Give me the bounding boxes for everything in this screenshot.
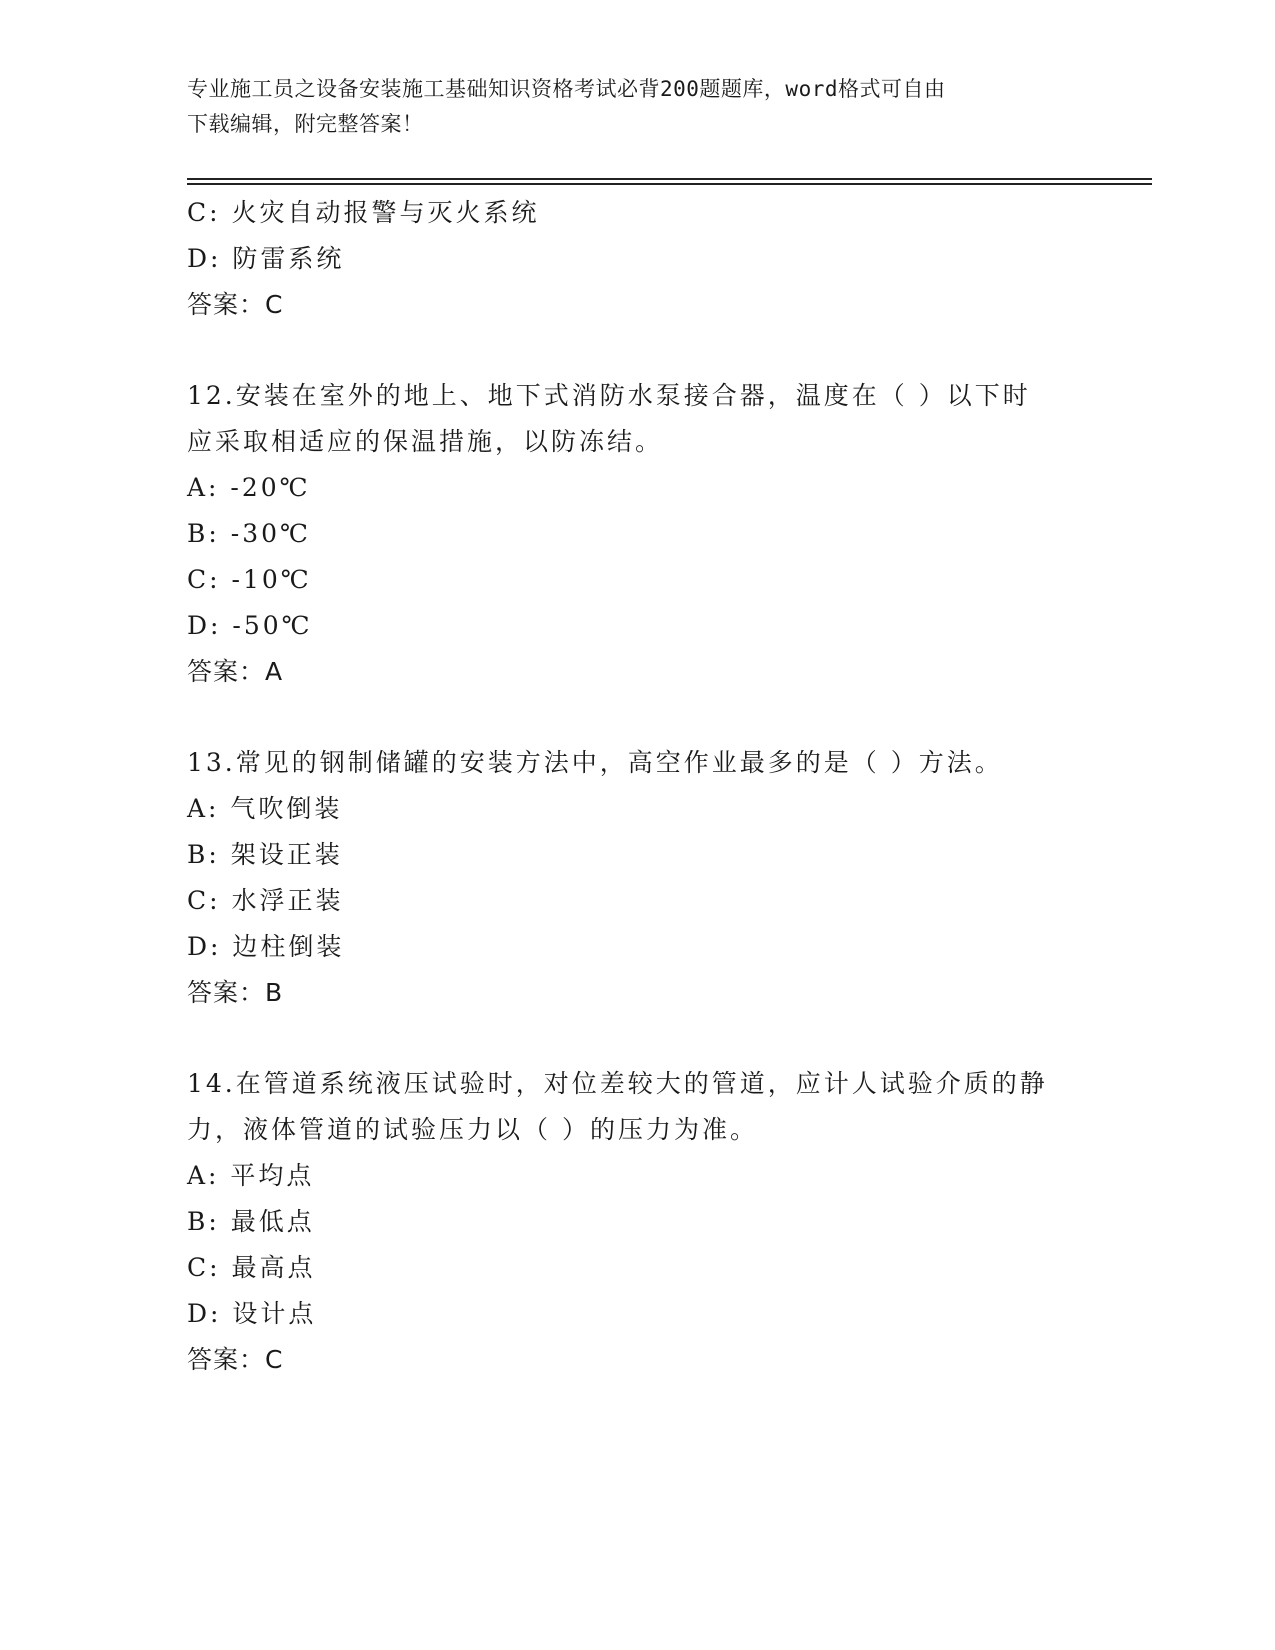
option-c: C: 最高点 <box>187 1253 316 1282</box>
answer-line: 答案：C <box>187 290 284 319</box>
option-d: D: -50℃ <box>187 611 313 640</box>
option-a: A: -20℃ <box>187 473 311 502</box>
question-14 <box>187 1061 1087 1383</box>
header-line-1: 专业施工员之设备安装施工基础知识资格考试必背200题题库，word格式可自由 <box>187 77 946 101</box>
question-stem-line-1: 13.常见的钢制储罐的安装方法中，高空作业最多的是（ ）方法。 <box>187 748 1003 777</box>
answer-line: 答案：A <box>187 657 284 686</box>
header-line-2: 下载编辑，附完整答案！ <box>187 112 424 136</box>
option-d: D: 设计点 <box>187 1299 317 1328</box>
option-a: A: 气吹倒装 <box>187 794 343 823</box>
question-11-continuation <box>187 190 1087 328</box>
option-b: B: 最低点 <box>187 1207 315 1236</box>
question-stem-line-2: 力，液体管道的试验压力以（ ）的压力为准。 <box>187 1115 758 1144</box>
option-b: B: -30℃ <box>187 519 311 548</box>
option-c: C: 水浮正装 <box>187 886 344 915</box>
document-header <box>187 72 1087 142</box>
header-divider-bottom <box>187 183 1152 185</box>
option-d: D: 防雷系统 <box>187 244 345 273</box>
question-stem-line-1: 14.在管道系统液压试验时，对位差较大的管道，应计人试验介质的静 <box>187 1069 1048 1098</box>
question-stem-line-1: 12.安装在室外的地上、地下式消防水泵接合器，温度在（ ）以下时 <box>187 381 1031 410</box>
question-13 <box>187 740 1087 1016</box>
question-12 <box>187 373 1087 695</box>
option-b: B: 架设正装 <box>187 840 343 869</box>
option-d: D: 边柱倒装 <box>187 932 345 961</box>
answer-line: 答案：B <box>187 978 284 1007</box>
option-c: C: 火灾自动报警与灭火系统 <box>187 198 540 227</box>
option-a: A: 平均点 <box>187 1161 315 1190</box>
option-c: C: -10℃ <box>187 565 312 594</box>
answer-line: 答案：C <box>187 1345 284 1374</box>
header-divider-top <box>187 178 1152 180</box>
question-stem-line-2: 应采取相适应的保温措施，以防冻结。 <box>187 427 664 456</box>
document-body <box>187 190 1087 1383</box>
